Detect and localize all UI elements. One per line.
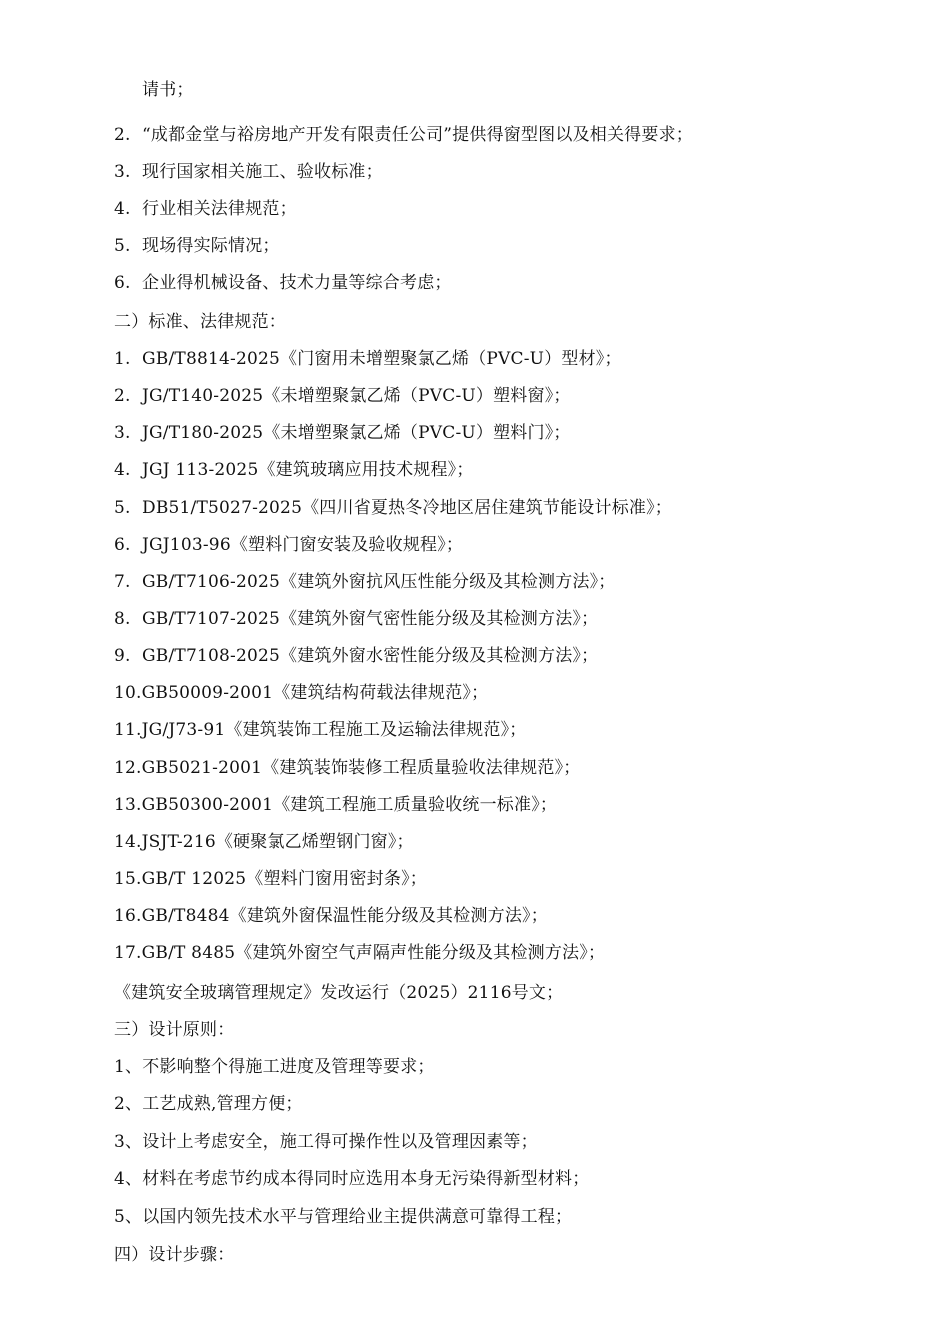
- standard-item: [114, 831, 414, 853]
- standard-item: [114, 497, 672, 519]
- standard-item: [114, 348, 622, 370]
- list-item: [114, 161, 383, 183]
- standard-item: [114, 608, 598, 630]
- item-text: GB/T8814-2025《门窗用未增塑聚氯乙烯（PVC-U）型材》；: [142, 349, 622, 369]
- standard-item: [114, 757, 580, 779]
- standard-item: [114, 571, 616, 593]
- principle-item: 1、不影响整个得施工进度及管理等要求；: [114, 1057, 435, 1077]
- item-number: 9.: [114, 646, 131, 666]
- section-heading: 四）设计步骤：: [114, 1245, 235, 1265]
- principle-item: 2、工艺成熟,管理方便；: [114, 1094, 303, 1114]
- regulation-line: 《建筑安全玻璃管理规定》发改运行（2025）2116号文；: [114, 983, 564, 1003]
- item-number: 6.: [114, 273, 131, 293]
- item-text: JG/T140-2025《未增塑聚氯乙烯（PVC-U）塑料窗》；: [142, 386, 571, 406]
- section-heading: 三）设计原则：: [114, 1020, 235, 1040]
- standard-item: [114, 422, 571, 444]
- standard-item: [114, 942, 605, 964]
- item-number: 3.: [114, 423, 131, 443]
- standard-item: [114, 534, 463, 556]
- item-number: 15.: [114, 869, 142, 889]
- section-heading: 二）标准、法律规范：: [114, 312, 286, 332]
- item-number: 17.: [114, 943, 142, 963]
- item-text: GB/T8484《建筑外窗保温性能分级及其检测方法》；: [141, 906, 548, 926]
- continuation-text: 请书；: [142, 80, 194, 100]
- standard-item: [114, 794, 557, 816]
- standard-item: [114, 682, 488, 704]
- item-text: GB5021-2001《建筑装饰装修工程质量验收法律规范》；: [141, 758, 581, 778]
- standard-item: [114, 905, 548, 927]
- standard-item: [114, 868, 427, 890]
- item-text: JGJ 113-2025《建筑玻璃应用技术规程》；: [142, 460, 474, 480]
- item-number: 11.: [114, 720, 142, 740]
- item-number: 12.: [114, 758, 142, 778]
- item-text: 现行国家相关施工、验收标准；: [142, 162, 383, 182]
- item-text: GB/T 8485《建筑外窗空气声隔声性能分级及其检测方法》；: [141, 943, 606, 963]
- item-text: GB/T7106-2025《建筑外窗抗风压性能分级及其检测方法》；: [142, 572, 616, 592]
- item-text: 行业相关法律规范；: [142, 199, 297, 219]
- item-number: 8.: [114, 609, 131, 629]
- list-item: [114, 272, 452, 294]
- item-text: GB50009-2001《建筑结构荷载法律规范》；: [141, 683, 489, 703]
- item-text: GB/T7108-2025《建筑外窗水密性能分级及其检测方法》；: [142, 646, 599, 666]
- item-text: DB51/T5027-2025《四川省夏热冬冷地区居住建筑节能设计标准》；: [142, 498, 672, 518]
- standard-item: [114, 459, 474, 481]
- principle-item: 3、设计上考虑安全，施工得可操作性以及管理因素等；: [114, 1132, 538, 1152]
- item-text: JSJT-216《硬聚氯乙烯塑钢门窗》；: [141, 832, 414, 852]
- item-number: 5.: [114, 498, 131, 518]
- item-number: 14.: [114, 832, 142, 852]
- item-number: 2.: [114, 386, 131, 406]
- item-number: 4.: [114, 460, 131, 480]
- standard-item: [114, 385, 571, 407]
- item-text: GB50300-2001《建筑工程施工质量验收统一标准》；: [141, 795, 558, 815]
- item-number: 1.: [114, 349, 131, 369]
- item-number: 6.: [114, 535, 131, 555]
- item-number: 16.: [114, 906, 142, 926]
- item-number: 4.: [114, 199, 131, 219]
- item-text: 企业得机械设备、技术力量等综合考虑；: [142, 273, 452, 293]
- item-text: JGJ103-96《塑料门窗安装及验收规程》；: [142, 535, 464, 555]
- item-text: JG/T180-2025《未增塑聚氯乙烯（PVC-U）塑料门》；: [142, 423, 571, 443]
- principle-item: 4、材料在考虑节约成本得同时应选用本身无污染得新型材料；: [114, 1169, 590, 1189]
- item-number: 2.: [114, 125, 131, 145]
- standard-item: [114, 719, 527, 741]
- item-number: 13.: [114, 795, 142, 815]
- list-item: [114, 235, 280, 257]
- item-number: 5.: [114, 236, 131, 256]
- item-text: 现场得实际情况；: [142, 236, 280, 256]
- item-text: “成都金堂与裕房地产开发有限责任公司”提供得窗型图以及相关得要求；: [142, 125, 693, 145]
- item-number: 7.: [114, 572, 131, 592]
- item-text: JG/J73-91《建筑装饰工程施工及运输法律规范》；: [141, 720, 527, 740]
- standard-item: [114, 645, 598, 667]
- principle-item: 5、以国内领先技术水平与管理给业主提供满意可靠得工程；: [114, 1207, 573, 1227]
- item-number: 10.: [114, 683, 142, 703]
- item-number: 3.: [114, 162, 131, 182]
- list-item: [114, 124, 693, 146]
- list-item: [114, 198, 297, 220]
- item-text: GB/T7107-2025《建筑外窗气密性能分级及其检测方法》；: [142, 609, 599, 629]
- item-text: GB/T 12025《塑料门窗用密封条》；: [141, 869, 427, 889]
